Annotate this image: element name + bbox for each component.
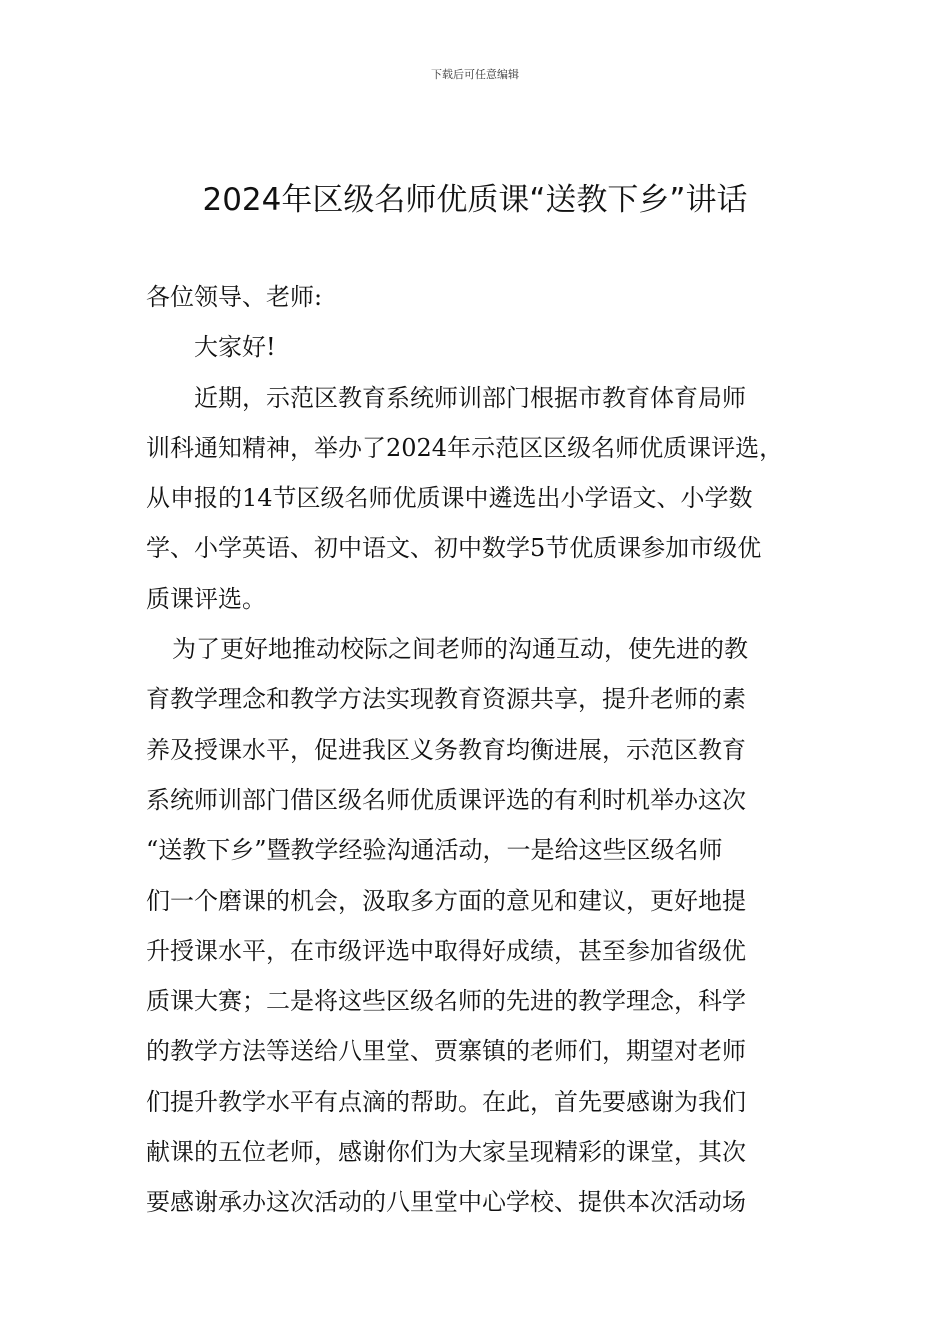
paragraph-2 <box>146 624 810 1228</box>
document-title: 2024年区级名师优质课“送教下乡”讲话 <box>202 182 748 218</box>
paragraph-1 <box>146 373 810 624</box>
paragraph-line: 学、小学英语、初中语文、初中数学5节优质课参加市级优 <box>146 534 762 563</box>
paragraph-line: 们一个磨课的机会，汲取多方面的意见和建议，更好地提 <box>146 886 746 915</box>
paragraph-line: 们提升教学水平有点滴的帮助。在此，首先要感谢为我们 <box>146 1087 746 1116</box>
paragraph-line: 的教学方法等送给八里堂、贾寨镇的老师们，期望对老师 <box>146 1037 746 1066</box>
paragraph-line: 近期，示范区教育系统师训部门根据市教育体育局师 <box>194 383 746 412</box>
paragraph-line: 质课评选。 <box>146 584 266 613</box>
paragraph-line: 要感谢承办这次活动的八里堂中心学校、提供本次活动场 <box>146 1188 746 1217</box>
paragraph-line: 育教学理念和教学方法实现教育资源共享，提升老师的素 <box>146 685 746 714</box>
salutation: 各位领导、老师: <box>146 283 323 311</box>
paragraph-line: 为了更好地推动校际之间老师的沟通互动，使先进的教 <box>172 635 748 664</box>
greeting: 大家好! <box>194 333 276 362</box>
paragraph-line: 升授课水平，在市级评选中取得好成绩，甚至参加省级优 <box>146 936 746 965</box>
paragraph-line: 养及授课水平，促进我区义务教育均衡进展，示范区教育 <box>146 735 746 764</box>
paragraph-line: 质课大赛；二是将这些区级名师的先进的教学理念，科学 <box>146 987 746 1016</box>
paragraph-line: “送教下乡”暨教学经验沟通活动，一是给这些区级名师 <box>146 836 723 865</box>
document-body <box>146 272 810 1228</box>
page-header-note: 下载后可任意编辑 <box>431 68 519 81</box>
paragraph-line: 献课的五位老师，感谢你们为大家呈现精彩的课堂，其次 <box>146 1138 746 1167</box>
paragraph-line: 训科通知精神，举办了2024年示范区区级名师优质课评选， <box>146 433 784 462</box>
paragraph-line: 从申报的14节区级名师优质课中遴选出小学语文、小学数 <box>146 484 753 513</box>
paragraph-line: 系统师训部门借区级名师优质课评选的有利时机举办这次 <box>146 785 746 814</box>
